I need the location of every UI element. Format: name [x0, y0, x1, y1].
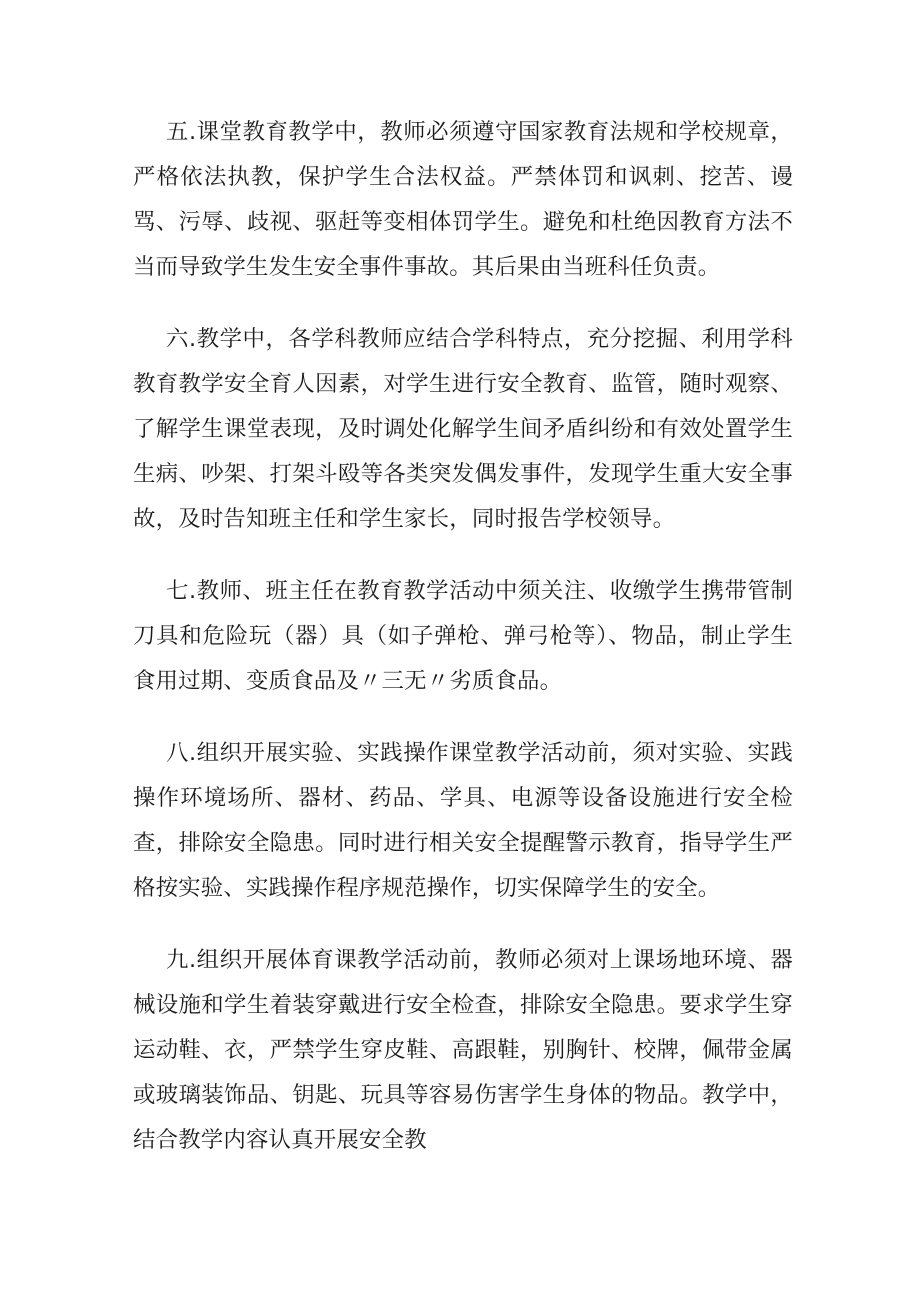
paragraph-6: 六.教学中，各学科教师应结合学科特点，充分挖掘、利用学科教育教学安全育人因素，对学生进行安全教育、监管，随时观察、了解学生课堂表现，及时调处化解学生间矛盾纠纷和有效处置学生生病、吵架、打架斗殴等各类突发偶发事件，发现学生重大安全事故，及时告知班主任和学生家长，同时报告学校领导。	[133, 326, 793, 532]
paragraph-5: 五.课堂教育教学中，教师必须遵守国家教育法规和学校规章，严格依法执教，保护学生合法权益。严禁体罚和讽刺、挖苦、谩骂、污辱、歧视、驱赶等变相体罚学生。避免和杜绝因教育方法不当而导致学生发生安全事件事故。其后果由当班科任负责。	[133, 119, 793, 280]
paragraph-9: 九.组织开展体育课教学活动前，教师必须对上课场地环境、器械设施和学生着装穿戴进行安全检查，排除安全隐患。要求学生穿运动鞋、衣，严禁学生穿皮鞋、高跟鞋，别胸针、校牌，佩带金属或玻璃装饰品、钥匙、玩具等容易伤害学生身体的物品。教学中，结合教学内容认真开展安全教	[133, 947, 793, 1153]
document-body	[133, 110, 793, 1190]
paragraph-7: 七.教师、班主任在教育教学活动中须关注、收缴学生携带管制刀具和危险玩（器）具（如子弹枪、弹弓枪等）、物品，制止学生食用过期、变质食品及〃三无〃劣质食品。	[133, 578, 793, 694]
paragraph-8: 八.组织开展实验、实践操作课堂教学活动前，须对实验、实践操作环境场所、器材、药品、学具、电源等设备设施进行安全检查，排除安全隐患。同时进行相关安全提醒警示教育，指导学生严格按实验、实践操作程序规范操作，切实保障学生的安全。	[133, 740, 793, 901]
